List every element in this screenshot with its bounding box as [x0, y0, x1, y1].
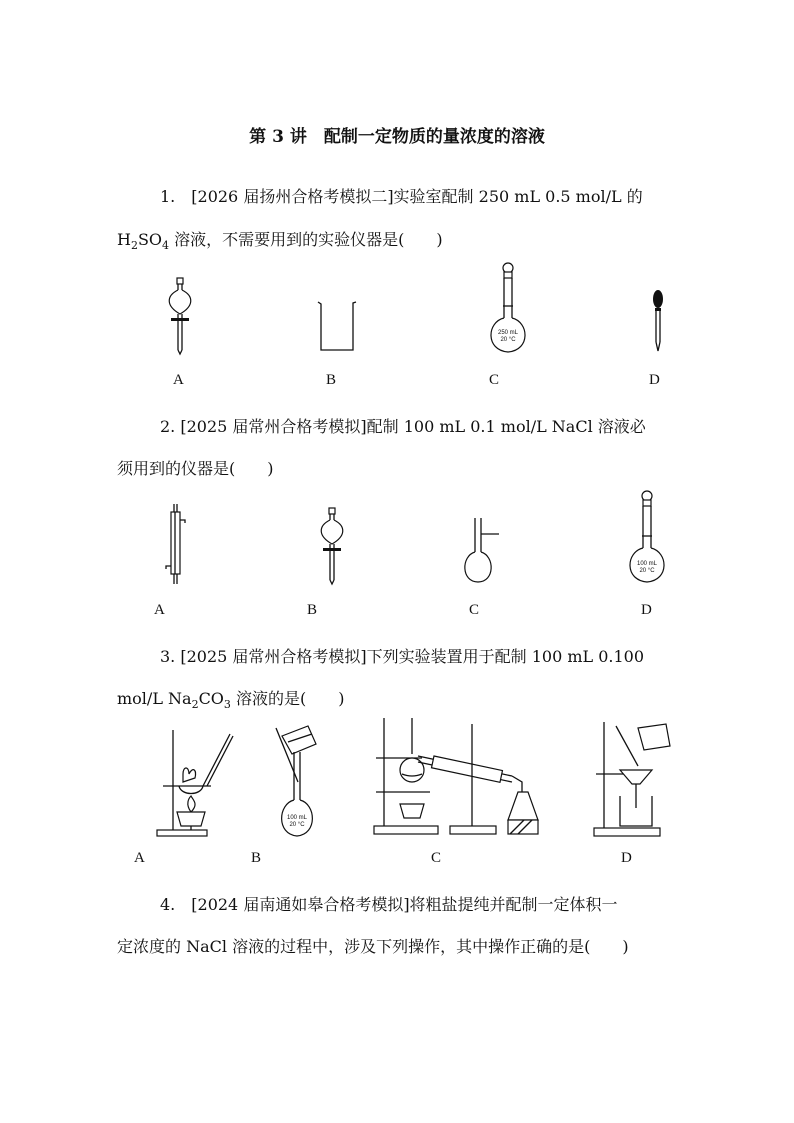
q2-distillation-flask-icon — [461, 516, 505, 584]
q1-separatory-funnel-icon — [160, 278, 200, 354]
q2-option-a[interactable]: A — [154, 602, 165, 618]
q3-distillation-apparatus-icon — [372, 714, 546, 838]
q3-option-d[interactable]: D — [621, 850, 632, 866]
q1-option-d[interactable]: D — [649, 372, 660, 388]
svg-text:20 °C: 20 °C — [289, 822, 305, 828]
q3-option-b[interactable]: B — [251, 850, 262, 866]
q3-evaporation-apparatus-icon — [155, 726, 235, 838]
q2-volumetric-flask-icon — [624, 490, 670, 584]
q1-stem-line2: $H_2SO_4$ 溶液，不需要用到的实验仪器是( ) — [117, 230, 443, 253]
svg-text:20 °C: 20 °C — [500, 337, 516, 343]
q3-stem-line2: mol/L $Na_2CO_3$ 溶液的是( ) — [117, 689, 345, 712]
svg-text:100 mL: 100 mL — [636, 561, 658, 567]
q2-option-d[interactable]: D — [641, 602, 652, 618]
page-title: 第 3 讲 配制一定物质的量浓度的溶液 — [249, 127, 545, 147]
svg-text:100 mL: 100 mL — [286, 815, 308, 821]
q1-option-b[interactable]: B — [326, 372, 337, 388]
q4-stem-line2: 定浓度的 NaCl 溶液的过程中，涉及下列操作，其中操作正确的是( ) — [117, 937, 629, 956]
q3-stem-line1: 3. [2025 届常州合格考模拟]下列实验装置用于配制 100 mL 0.100 — [160, 647, 645, 666]
q2-separatory-funnel-icon — [312, 508, 352, 584]
q3-option-a[interactable]: A — [134, 850, 145, 866]
q2-condenser-icon — [162, 504, 188, 584]
q1-beaker-icon — [316, 300, 358, 352]
q4-stem-line1: 4. [2024 届南通如皋合格考模拟]将粗盐提纯并配制一定体积一 — [160, 895, 618, 914]
q1-volumetric-flask-icon — [485, 262, 531, 354]
q3-option-c[interactable]: C — [431, 850, 442, 866]
q2-stem-line1: 2. [2025 届常州合格考模拟]配制 100 mL 0.1 mol/L NaCl 溶液必 — [160, 417, 646, 436]
q1-option-c[interactable]: C — [489, 372, 500, 388]
q1-dropper-icon — [650, 290, 666, 352]
q3-filtration-apparatus-icon — [590, 718, 674, 838]
q2-option-b[interactable]: B — [307, 602, 318, 618]
q2-option-c[interactable]: C — [469, 602, 480, 618]
svg-text:20 °C: 20 °C — [639, 568, 655, 574]
q3-transfer-to-flask-icon — [274, 722, 324, 838]
q1-stem-line1: 1. [2026 届扬州合格考模拟二]实验室配制 250 mL 0.5 mol/L 的 — [160, 187, 643, 206]
svg-text:250 mL: 250 mL — [497, 330, 519, 336]
q1-option-a[interactable]: A — [173, 372, 184, 388]
q2-stem-line2: 须用到的仪器是( ) — [117, 459, 274, 478]
